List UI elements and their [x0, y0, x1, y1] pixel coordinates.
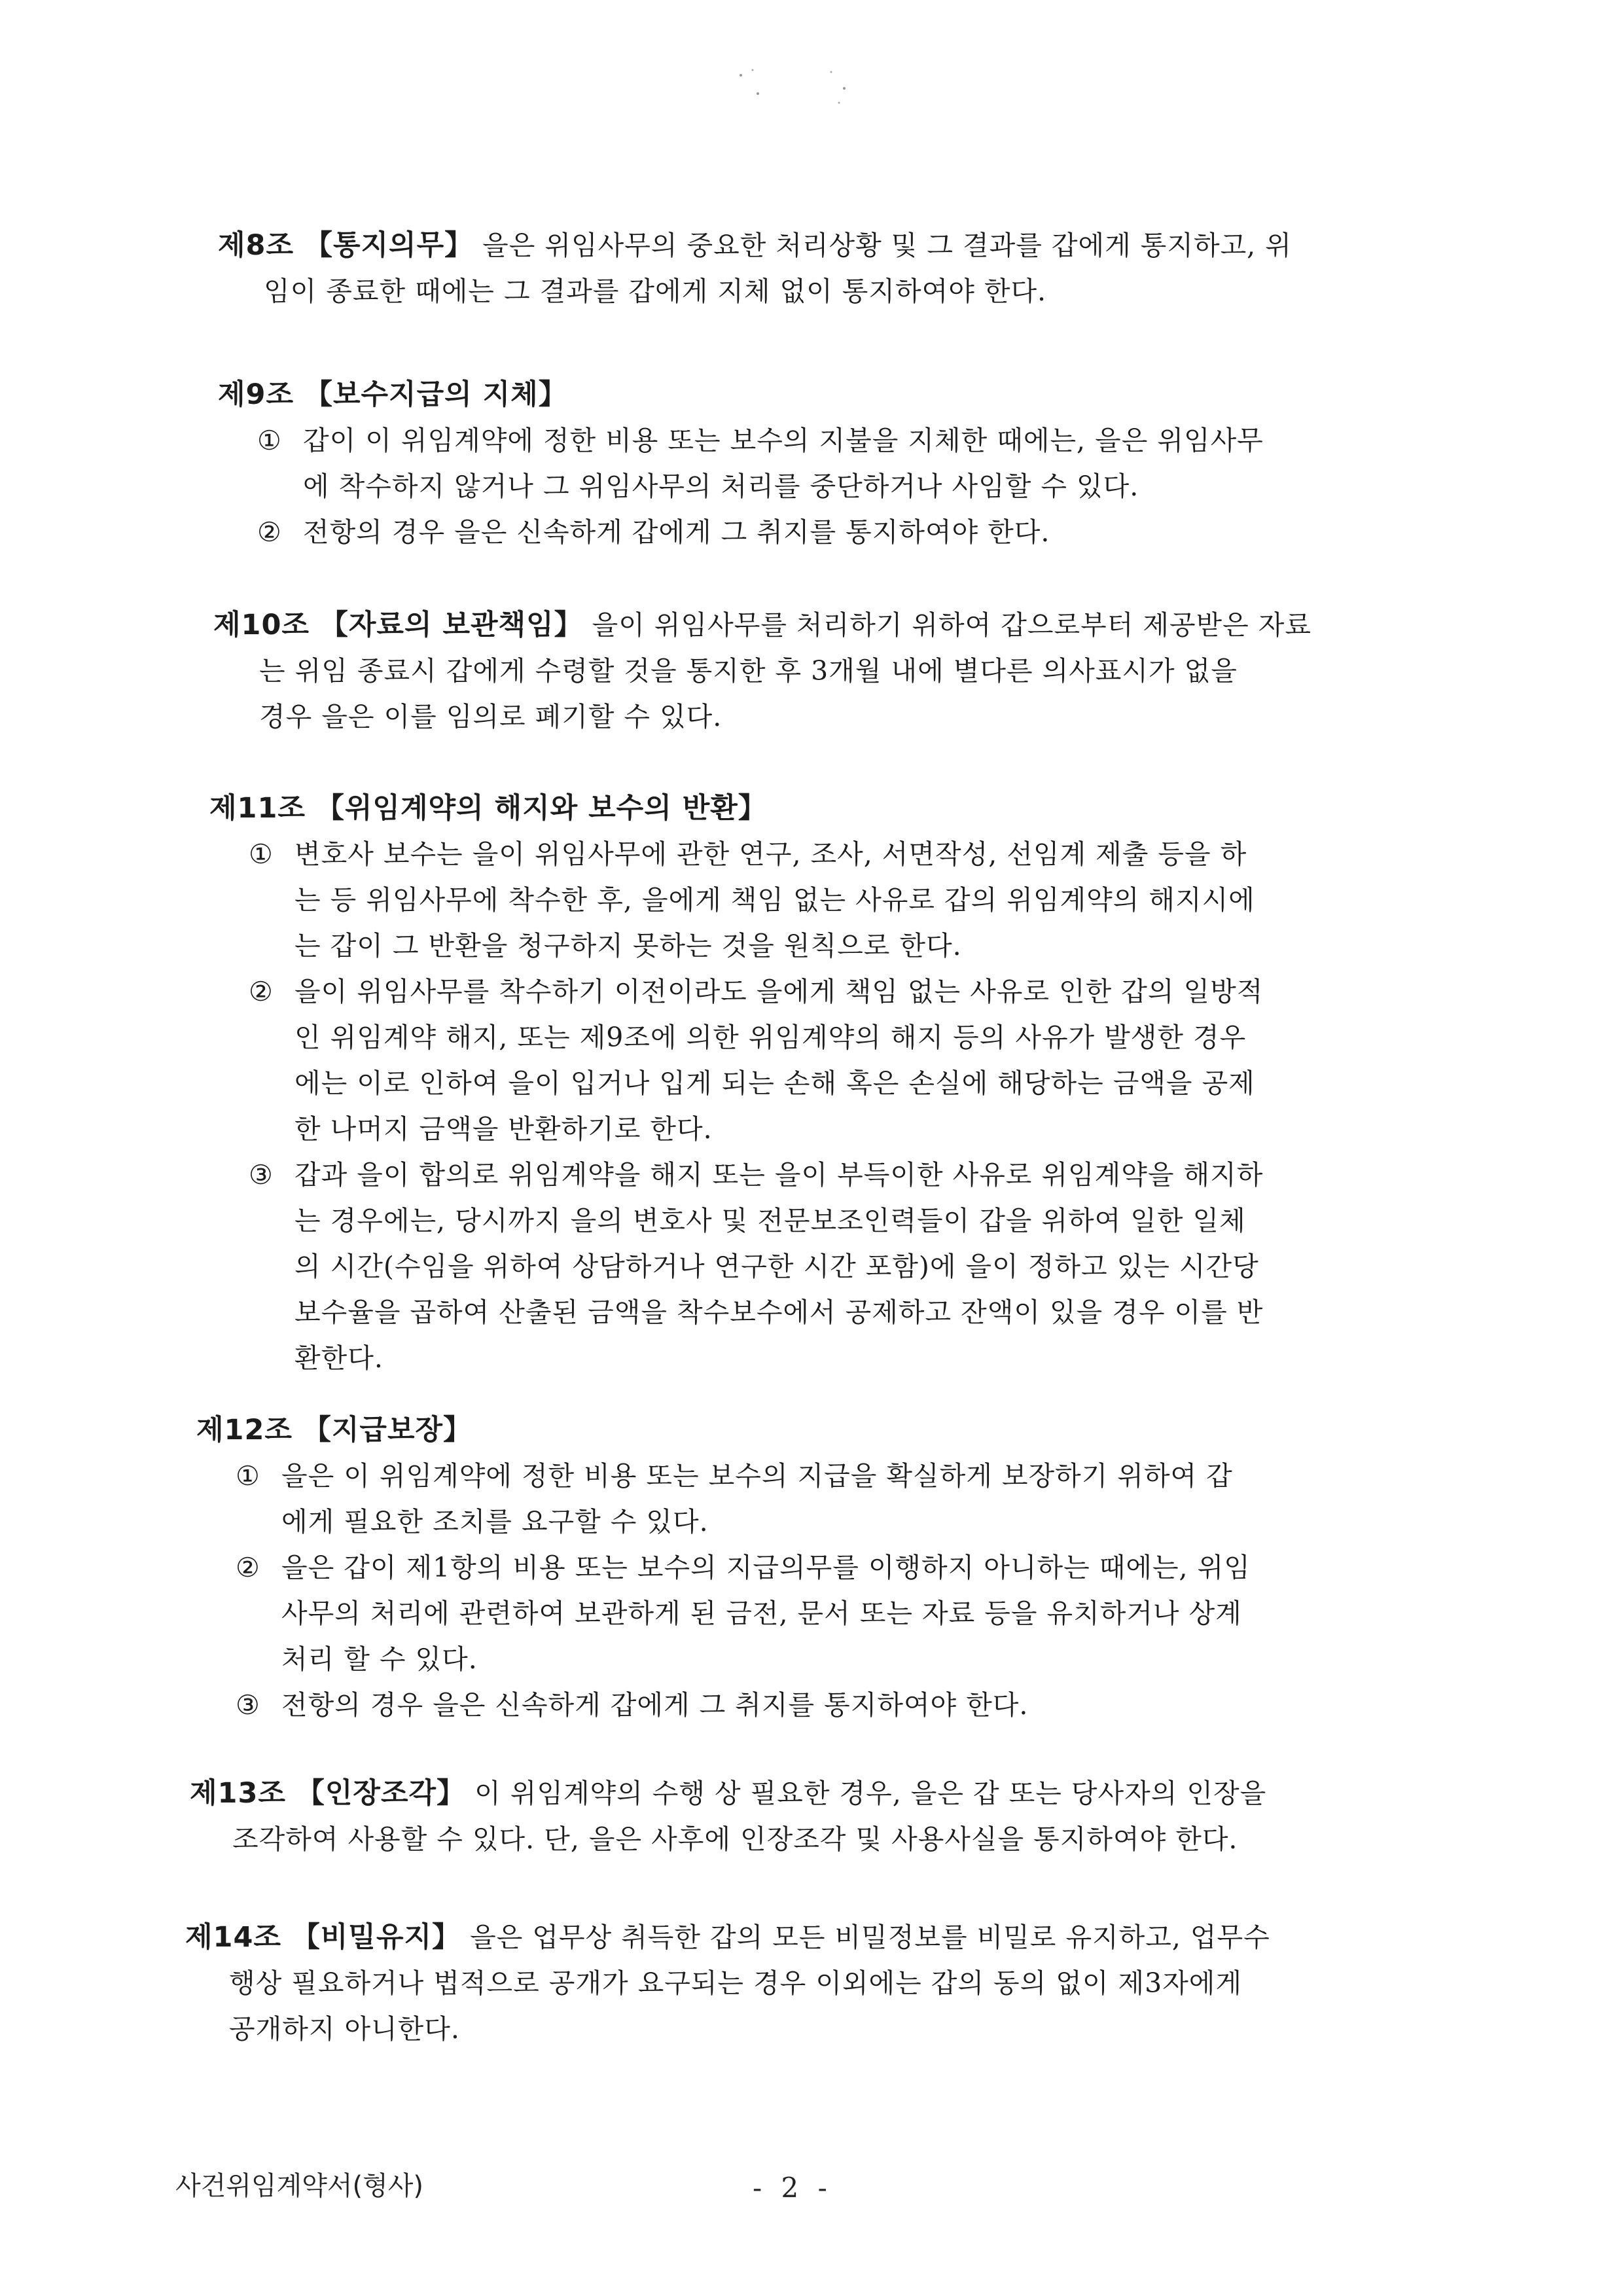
article-13 — [0, 1770, 1623, 1862]
clause-number: ② — [249, 976, 274, 1007]
article-8-line-2: 임이 종료한 때에는 그 결과를 갑에게 지체 없이 통지하여야 한다. — [264, 276, 1047, 307]
article-11-heading: 제11조 【위임계약의 해지와 보수의 반환】 — [209, 792, 767, 825]
clause-line: 전항의 경우 을은 신속하게 갑에게 그 취지를 통지하여야 한다. — [303, 516, 1050, 548]
clause-line: 전항의 경우 을은 신속하게 갑에게 그 취지를 통지하여야 한다. — [281, 1689, 1029, 1721]
clause-number: ① — [249, 838, 274, 870]
clause-line: 의 시간(수임을 위하여 상담하거나 연구한 시간 포함)에 을이 정하고 있는 시간당 — [294, 1251, 1259, 1282]
clause-line: 에 착수하지 않거나 그 위임사무의 처리를 중단하거나 사임할 수 있다. — [303, 471, 1139, 502]
article-13-heading: 제13조 【인장조각】 — [190, 1777, 466, 1810]
article-12-clause-3 — [236, 1682, 1623, 1728]
clause-number: ③ — [236, 1689, 260, 1721]
article-9-clause-1 — [257, 418, 1623, 509]
article-10-heading: 제10조 【자료의 보관책임】 — [213, 609, 583, 641]
article-12-clause-1 — [236, 1453, 1623, 1545]
article-8 — [0, 223, 1623, 314]
article-10-line-3: 경우 을은 이를 임의로 폐기할 수 있다. — [259, 701, 722, 732]
clause-line: 보수율을 곱하여 산출된 금액을 착수보수에서 공제하고 잔액이 있을 경우 이를 반 — [294, 1297, 1264, 1328]
article-13-line-1: 이 위임계약의 수행 상 필요한 경우, 을은 갑 또는 당사자의 인장을 — [474, 1778, 1267, 1809]
clause-line: 을은 이 위임계약에 정한 비용 또는 보수의 지급을 확실하게 보장하기 위하여 갑 — [281, 1460, 1233, 1492]
article-9-clause-2 — [257, 509, 1623, 555]
article-12-clause-2 — [236, 1545, 1623, 1682]
clause-number: ① — [257, 425, 282, 456]
article-11-clause-2 — [249, 969, 1623, 1152]
article-14-line-2: 행상 필요하거나 법적으로 공개가 요구되는 경우 이외에는 갑의 동의 없이 제3자에게 — [229, 1967, 1243, 1999]
clause-line: 을은 갑이 제1항의 비용 또는 보수의 지급의무를 이행하지 아니하는 때에는, 위임 — [281, 1552, 1251, 1583]
clause-line: 에는 이로 인하여 을이 입거나 입게 되는 손해 혹은 손실에 해당하는 금액을 공제 — [294, 1067, 1255, 1099]
clause-line: 는 갑이 그 반환을 청구하지 못하는 것을 원칙으로 한다. — [294, 930, 962, 961]
article-12 — [0, 1407, 1623, 1728]
clause-line: 을이 위임사무를 착수하기 이전이라도 을에게 책임 없는 사유로 인한 갑의 일방적 — [294, 976, 1264, 1007]
clause-line: 처리 할 수 있다. — [281, 1643, 478, 1675]
clause-line: 에게 필요한 조치를 요구할 수 있다. — [281, 1506, 709, 1537]
article-10-line-2: 는 위임 종료시 갑에게 수령할 것을 통지한 후 3개월 내에 별다른 의사표시가 없을 — [259, 655, 1238, 687]
page-number: - 2 - — [753, 2172, 832, 2204]
article-14 — [0, 1914, 1623, 2052]
clause-line: 인 위임계약 해지, 또는 제9조에 의한 위임계약의 해지 등의 사유가 발생한 경우 — [294, 1022, 1247, 1053]
article-14-heading: 제14조 【비밀유지】 — [185, 1921, 461, 1954]
article-14-line-1: 을은 업무상 취득한 갑의 모든 비밀정보를 비밀로 유지하고, 업무수 — [470, 1922, 1270, 1953]
clause-line: 갑과 을이 합의로 위임계약을 해지 또는 을이 부득이한 사유로 위임계약을 해지하 — [294, 1159, 1264, 1191]
clause-line: 환한다. — [294, 1342, 383, 1374]
footer-document-title: 사건위임계약서(형사) — [175, 2171, 423, 2201]
clause-number: ③ — [249, 1159, 274, 1191]
article-8-heading: 제8조 【통지의무】 — [218, 229, 474, 262]
article-9-heading: 제9조 【보수지급의 지체】 — [218, 378, 567, 411]
article-11-clause-1 — [249, 831, 1623, 969]
article-10-line-1: 을이 위임사무를 처리하기 위하여 갑으로부터 제공받은 자료 — [592, 609, 1312, 641]
clause-number: ② — [257, 516, 282, 548]
article-12-heading: 제12조 【지급보장】 — [196, 1414, 473, 1446]
article-11-clause-3 — [249, 1152, 1623, 1381]
clause-line: 변호사 보수는 을이 위임사무에 관한 연구, 조사, 서면작성, 선임계 제출 등을 하 — [294, 838, 1247, 870]
article-8-line-1: 을은 위임사무의 중요한 처리상황 및 그 결과를 갑에게 통지하고, 위 — [482, 230, 1292, 261]
clause-line: 는 경우에는, 당시까지 을의 변호사 및 전문보조인력들이 갑을 위하여 일한 일체 — [294, 1205, 1246, 1236]
article-11 — [0, 785, 1623, 1381]
clause-number: ② — [236, 1552, 260, 1583]
article-14-line-3: 공개하지 아니한다. — [229, 2013, 460, 2045]
clause-line: 한 나머지 금액을 반환하기로 한다. — [294, 1113, 713, 1145]
clause-number: ① — [236, 1460, 260, 1492]
article-10 — [0, 602, 1623, 740]
clause-line: 는 등 위임사무에 착수한 후, 을에게 책임 없는 사유로 갑의 위임계약의 해지시에 — [294, 884, 1255, 916]
clause-line: 갑이 이 위임계약에 정한 비용 또는 보수의 지불을 지체한 때에는, 을은 위임사무 — [303, 425, 1264, 456]
clause-line: 사무의 처리에 관련하여 보관하게 된 금전, 문서 또는 자료 등을 유치하거나 상계 — [281, 1598, 1242, 1629]
article-13-line-2: 조각하여 사용할 수 있다. 단, 을은 사후에 인장조각 및 사용사실을 통지하여야 한다. — [232, 1823, 1238, 1855]
scan-marks — [733, 62, 864, 115]
article-9 — [0, 372, 1623, 555]
